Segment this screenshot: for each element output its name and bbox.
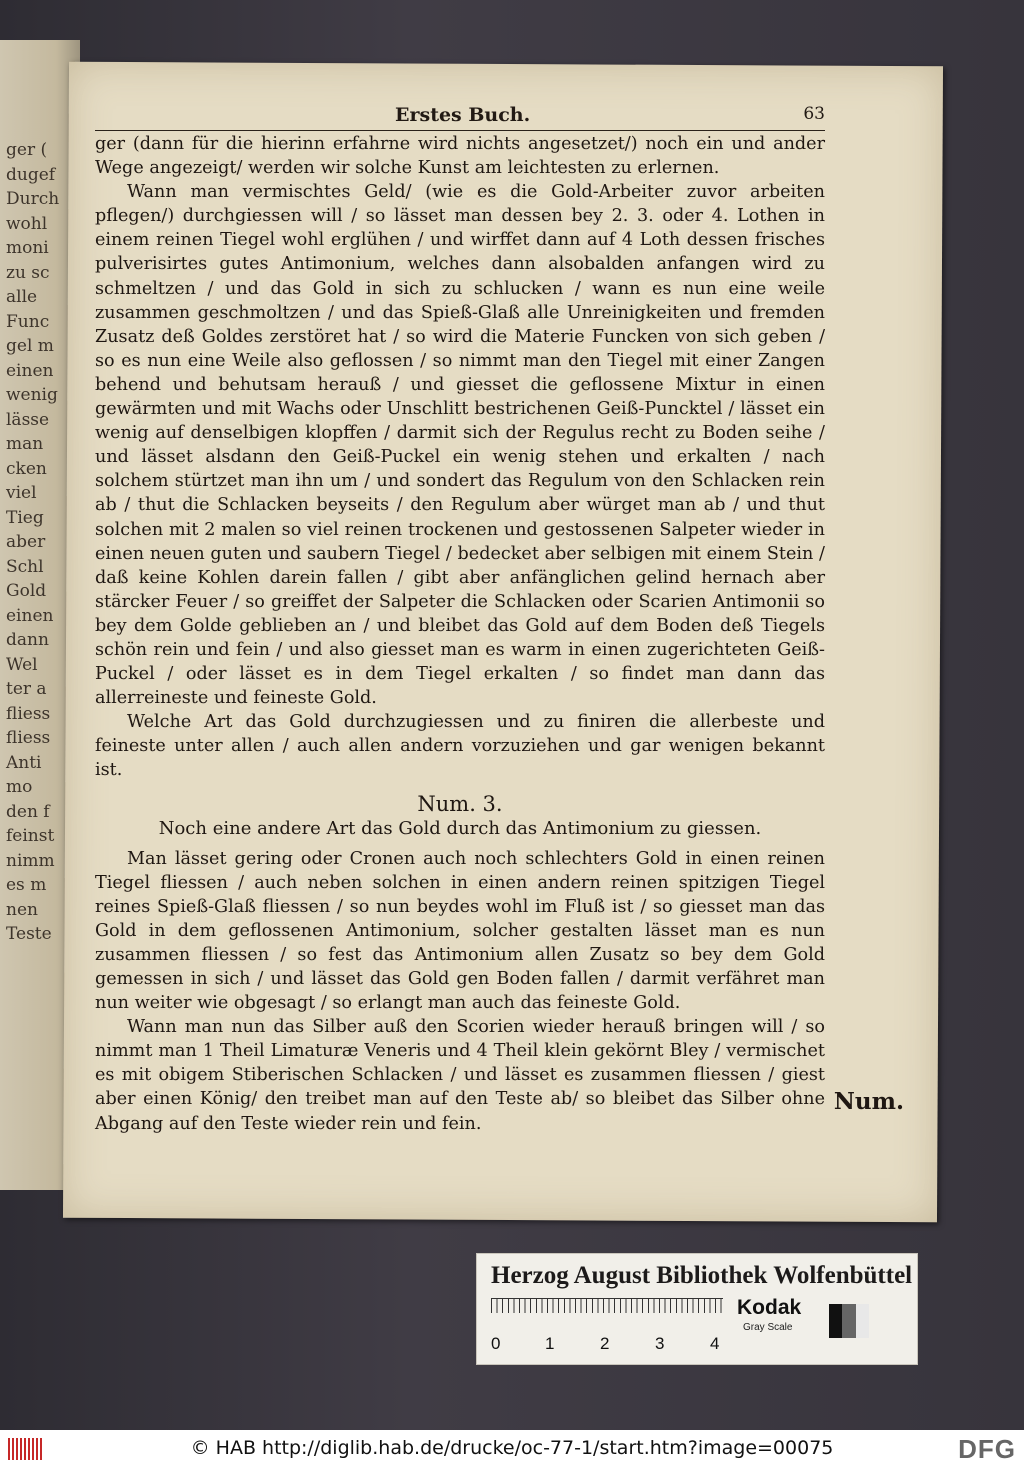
previous-page-fragment: den f (6, 801, 50, 822)
previous-page-fragment: Schl (6, 556, 44, 577)
library-name: Herzog August Bibliothek Wolfenbüttel (491, 1262, 913, 1289)
previous-page-fragment: Wel (6, 654, 38, 675)
running-head (95, 104, 825, 131)
page-number: 63 (803, 104, 825, 124)
paragraph: Wann man nun das Silber auß den Scorien wieder herauß bringen will / so nimmt man 1 Theil Limaturæ Veneris und 4 Theil klein gekörnt Bley / vermischet es mit obigem Stiberischen Schlacken / und lässet es zusammen fliessen / giest aber einen König/ den treibet man auf den Teste ab/ so bleibet das Silber ohne Abgang auf den Teste wieder rein und fein. (95, 1017, 825, 1134)
kodak-logo: Kodak (737, 1296, 802, 1319)
previous-page-fragment: feinst (6, 826, 55, 846)
previous-page-fragment: Tieg (6, 507, 44, 528)
ruler-tick-label: 2 (600, 1334, 610, 1353)
previous-page-fragment: Durch (6, 189, 60, 209)
paragraph: ger (dann für die hierinn erfahrne wird nichts angesetzet/) noch ein und ander Wege angezeigt/ werden wir solche Kunst am leichtesten zu erlernen. (95, 134, 825, 179)
color-reference-card (476, 1253, 918, 1365)
section-number-heading: Num. 3. (417, 791, 503, 816)
paragraph: Man lässet gering oder Cronen auch noch schlechters Gold in einen reinen Tiegel fliessen / auch neben solchen in einen andern reinen spitzigen Tiegel reines Spieß-Glaß fliessen / so nun beydes wohl im Fluß ist / so giesset man das Gold in dem geflossenen Antimonium, solcher gestalten lässet man es nun zusammen fliessen / so fest das Antimonium allen Zusatz so bey dem Gold gemessen in sich / und lässet das Gold gen Boden fallen / darmit verfähret man nun weiter wie obgesagt / so erlangt man auch das feineste Gold. (95, 848, 825, 1014)
running-title: Erstes Buch. (395, 104, 531, 126)
ruler-tick-label: 0 (491, 1334, 501, 1353)
previous-page-fragment: moni (6, 238, 49, 258)
previous-page-fragment: fliess (6, 703, 51, 724)
previous-page-fragment: es m (6, 875, 47, 895)
previous-page-fragment: einen (6, 360, 54, 381)
dfg-logo: DFG (958, 1434, 1016, 1464)
previous-page-fragment: fliess (6, 728, 51, 748)
page-text (95, 132, 825, 1136)
gray-scale-label: Gray Scale (743, 1322, 793, 1333)
previous-page-fragment: man (6, 434, 44, 454)
paragraph: Welche Art das Gold durchzugiessen und zu finiren die allerbeste und feineste unter allen / auch allen andern vorzuziehen und gar wenigen bekannt ist. (95, 712, 825, 781)
previous-page-fragment: dann (6, 630, 49, 650)
ruler-tick-label: 1 (545, 1334, 555, 1353)
gray-swatch (829, 1304, 869, 1338)
ruler-tick-label: 3 (655, 1334, 665, 1353)
previous-page-fragment: viel (6, 483, 37, 503)
previous-page-fragment: cken (6, 458, 47, 479)
previous-page-fragment: ger ( (6, 140, 48, 160)
section-subheading: Noch eine andere Art das Gold durch das Antimonium zu giessen. (158, 817, 762, 839)
previous-page-fragment: aber (6, 532, 46, 552)
previous-page-fragment: ter a (6, 679, 47, 699)
copyright-link[interactable]: © HAB http://diglib.hab.de/drucke/oc-77-1/start.htm?image=00075 (190, 1437, 834, 1459)
ruler-tick-label: 4 (710, 1334, 720, 1353)
previous-page-fragment: wenig (6, 385, 58, 405)
previous-page-fragment: alle (6, 287, 38, 307)
previous-page-fragment: Teste (6, 924, 52, 944)
footer-bar (0, 1430, 1024, 1467)
previous-page-fragment: wohl (6, 213, 48, 234)
previous-page-fragment: nimm (6, 850, 55, 871)
previous-page-fragment: dugef (6, 164, 56, 185)
previous-page-fragment: Gold (6, 581, 47, 601)
catchword: Num. (833, 1088, 904, 1115)
previous-page-fragment: zu sc (6, 262, 50, 283)
previous-page-fragment: lässe (6, 409, 50, 430)
previous-page-fragment: Anti (6, 752, 42, 773)
previous-page-fragment: Func (6, 311, 50, 332)
paragraph: Wann man vermischtes Geld/ (wie es die Gold-Arbeiter zuvor arbeiten pflegen/) durchgiessen will / so lässet man dessen bey 2. 3. oder 4. Lothen in einem reinen Tiegel wohl erglühen / und wirffet dann auf 4 Loth dessen frisches pulverisirtes gutes Antimonium, welches dann alsobalden anfangen wird zu schmeltzen / und das Gold in sich zu schlucken / wann es nun eine weile zusammen geschmoltzen / und das Spieß-Glaß alle Unreinigkeiten und fremden Zusatz deß Goldes zerstöret hat / so wird die Materie Funcken von sich geben / so es nun eine Weile also geflossen / so nimmt man den Tiegel mit einer Zangen behend und behutsam herauß / und giesset die geflossene Mixtur in einen gewärmten und mit Wachs oder Unschlitt bestrichenen Geiß-Puncktel / lässet ein wenig auf denselbigen klopffen / darmit sich der Regulus recht zu Boden seihe / und lässet alsdann den Geiß-Puckel ein wenig stehen und erkalten / nach solchem stürtzet man ihn um / und sondert das Regulum von den Schlacken rein ab / thut die Schlacken beyseits / den Regulum aber würget man ab / und thut solchen mit 2 malen so viel reinen trockenen und gestossenen Salpeter wieder in einen neuen guten und saubern Tiegel / bedecket aber selbigen mit einem Stein / daß keine Kohlen darein fallen / gibt aber anfänglichen gelind hernach aber stärcker Feuer / so greiffet der Salpeter die Schlacken oder Scarien Antimonii so bey dem Golde geblieben an / und bleibet das Gold auf dem Boden deß Tiegels schön rein und fein / und also giesset man es warm in einen zugerichteten Geiß-Puckel / oder lässet es in dem Tiegel erkalten / so findet man dann das allerreineste und feineste Gold. (95, 182, 825, 709)
previous-page-fragment: gel m (6, 336, 54, 356)
ruler-scale (491, 1298, 723, 1329)
previous-page-fragment: einen (6, 605, 54, 626)
previous-page-fragment: nen (6, 899, 38, 920)
previous-page-fragment: mo (6, 777, 33, 797)
